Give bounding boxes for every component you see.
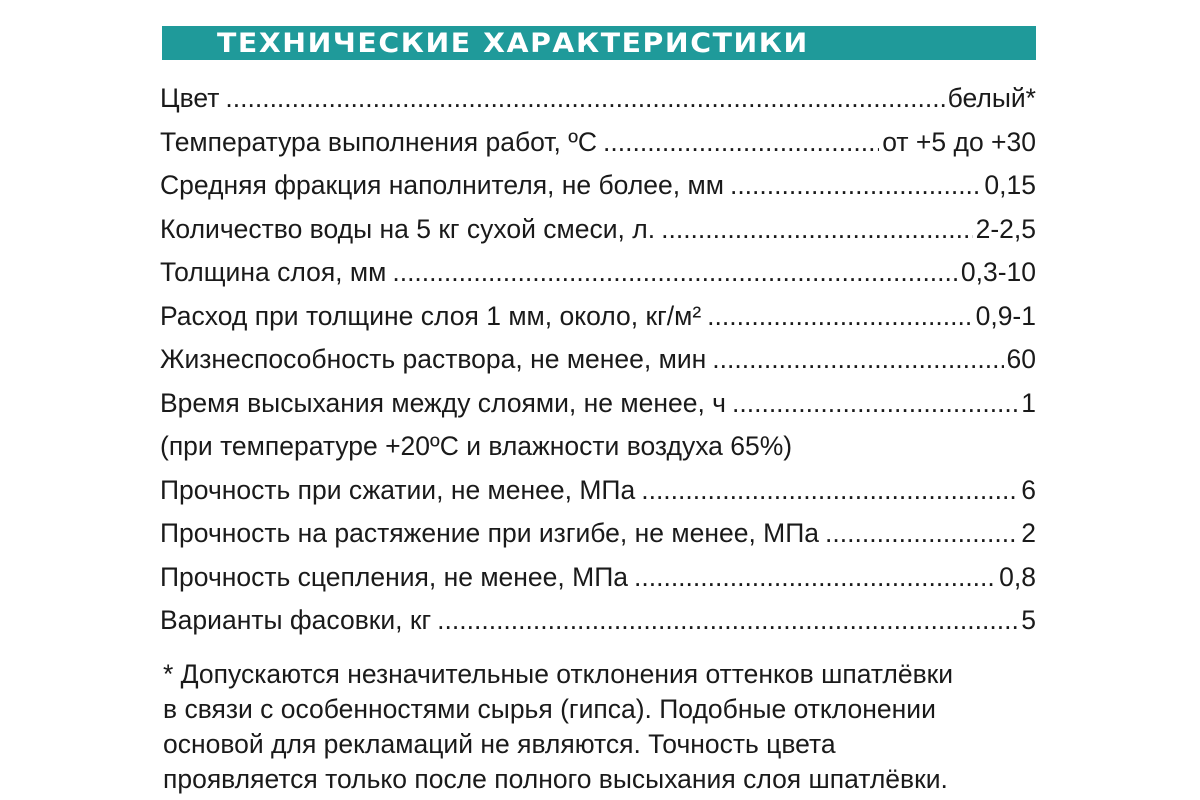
footnote-line: * Допускаются незначительные отклонения оттенков шпатлёвки [163,659,954,689]
dot-leader [641,469,1018,513]
dot-leader [707,295,972,339]
spec-value: 0,8 [999,561,1036,592]
spec-note: (при температуре +20ºС и влажности воздуха 65%) [160,431,793,461]
spec-label: Прочность сцепления, не менее, МПа [160,561,628,592]
spec-label: Толщина слоя, мм [160,257,387,287]
spec-row [160,469,1036,513]
spec-row [160,295,1036,339]
spec-label: Температура выполнения работ, ºС [160,126,598,157]
spec-label: Время высыхания между слоями, не менее, ч [160,387,726,418]
dot-leader [825,512,1018,556]
spec-value: 1 [1021,387,1036,418]
spec-row [160,382,1036,426]
dot-leader [732,382,1018,426]
dot-leader [730,164,981,208]
spec-value: 0,15 [984,170,1036,200]
spec-row [160,77,1036,121]
spec-label: Количество воды на 5 кг сухой смеси, л. [160,213,656,244]
spec-row [160,599,1036,643]
spec-value: 5 [1021,605,1036,635]
footnote-line: проявляется только после полного высыхания слоя шпатлёвки. [163,764,948,794]
dot-leader [634,556,996,600]
spec-row [160,251,1036,295]
spec-list [160,77,1036,643]
spec-row [160,208,1036,252]
spec-label: Расход при толщине слоя 1 мм, около, кг/м² [160,300,702,331]
spec-value: 60 [1006,344,1036,374]
dot-leader [603,121,879,165]
spec-value: 2 [1021,518,1036,548]
dot-leader [661,208,972,252]
spec-label: Цвет [160,83,220,113]
spec-row [160,164,1036,208]
spec-label: Прочность на растяжение при изгибе, не менее, МПа [160,518,820,548]
spec-value: 6 [1021,474,1036,505]
spec-note-row [160,425,1036,469]
section-title: ТЕХНИЧЕСКИЕ ХАРАКТЕРИСТИКИ [217,27,809,59]
spec-row [160,512,1036,556]
dot-leader [392,251,958,295]
footnote [163,657,1043,797]
spec-label: Прочность при сжатии, не менее, МПа [160,474,636,505]
spec-label: Варианты фасовки, кг [160,605,432,635]
dot-leader [437,599,1018,643]
spec-label: Жизнеспособность раствора, не менее, мин [160,344,707,374]
footnote-line: основой для рекламаций не являются. Точность цвета [163,729,836,759]
spec-row [160,556,1036,600]
spec-row [160,338,1036,382]
spec-row [160,121,1036,165]
footnote-line: в связи с особенностями сырья (гипса). Подобные отклонении [163,694,936,724]
section-header-bar [162,26,1036,60]
spec-label: Средняя фракция наполнителя, не более, мм [160,170,724,200]
dot-leader [225,77,944,121]
spec-value: 2-2,5 [975,213,1036,244]
spec-value: 0,3-10 [960,257,1036,287]
spec-value: белый* [947,83,1036,113]
dot-leader [712,338,1003,382]
spec-value: от +5 до +30 [882,126,1036,157]
spec-value: 0,9-1 [975,300,1036,331]
